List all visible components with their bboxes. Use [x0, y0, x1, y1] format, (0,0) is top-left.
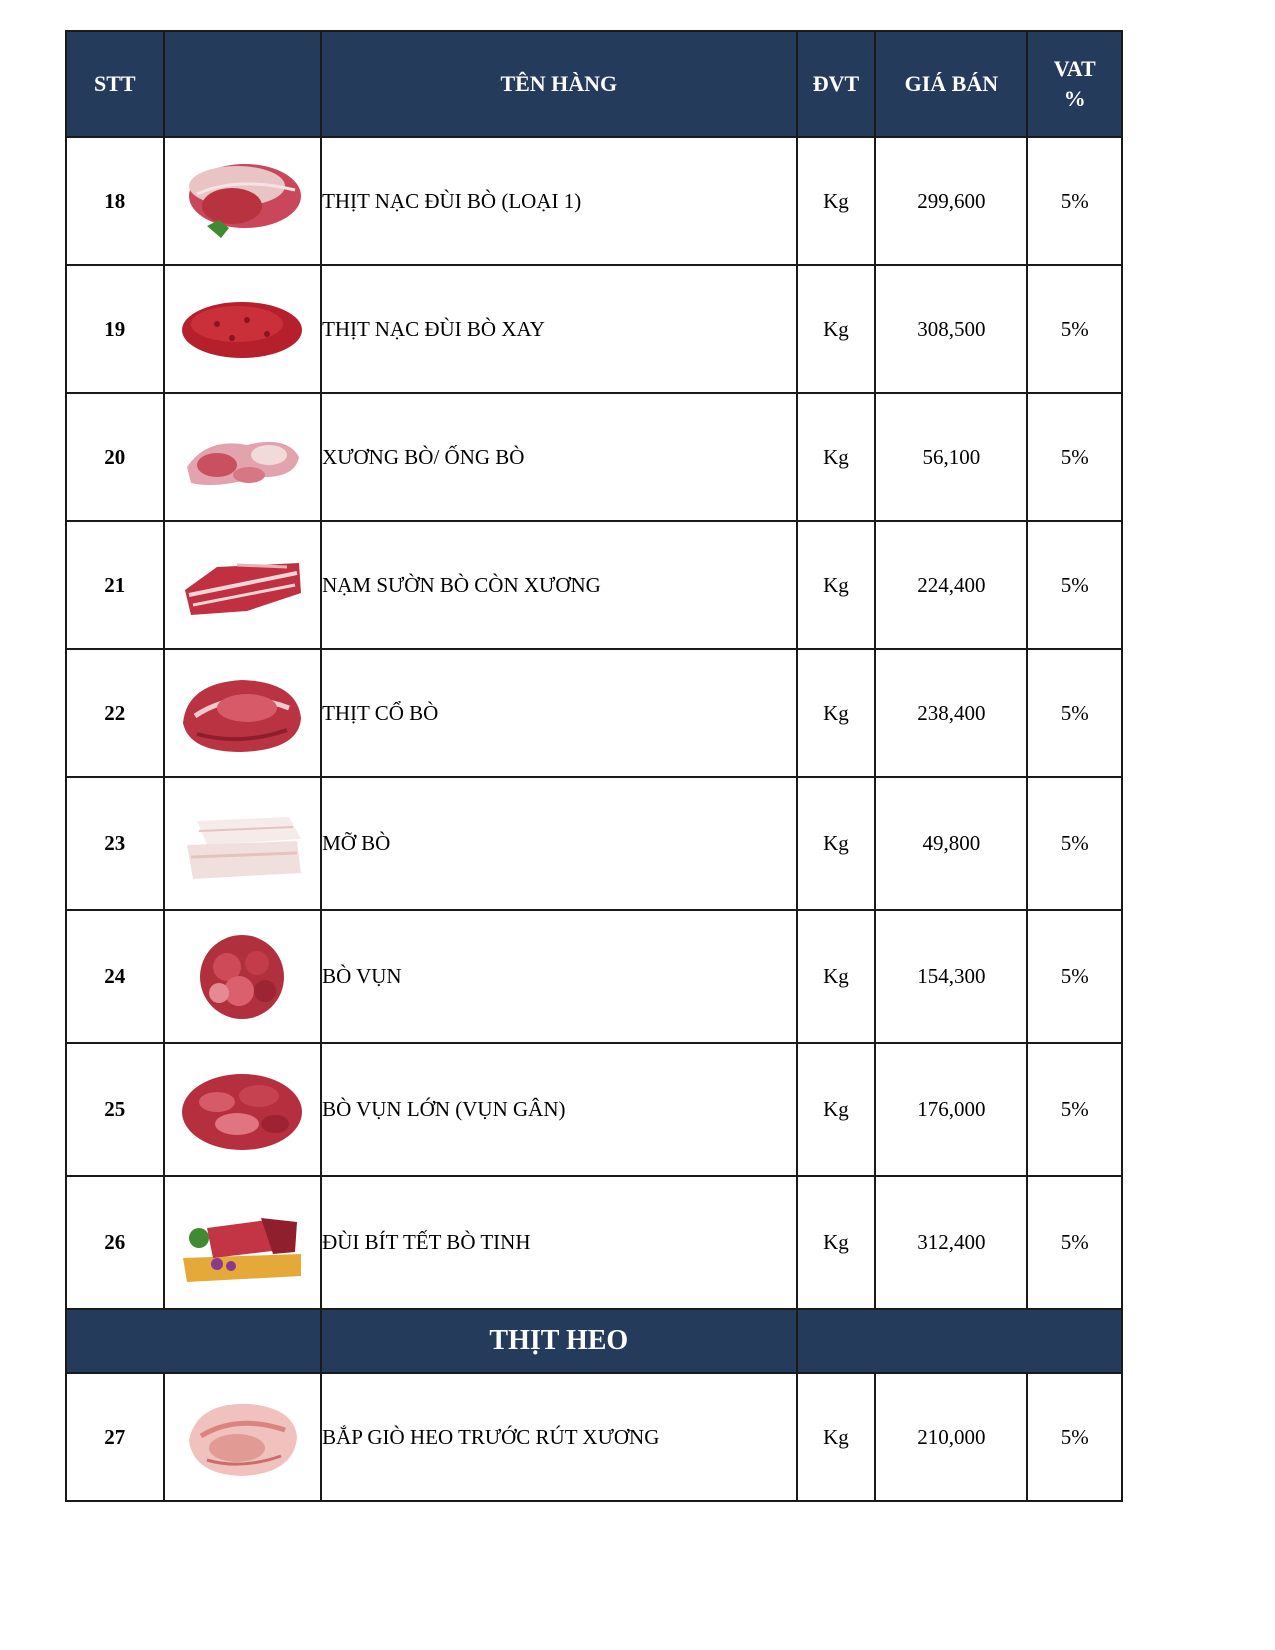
- product-price: 299,600: [875, 137, 1027, 265]
- product-price: 176,000: [875, 1043, 1027, 1176]
- category-row: [66, 1309, 1122, 1373]
- row-stt: 24: [66, 910, 164, 1043]
- ground-beef-image: [164, 265, 321, 393]
- product-vat: 5%: [1027, 521, 1122, 649]
- table-row: [66, 521, 1122, 649]
- product-price: 312,400: [875, 1176, 1027, 1309]
- category-title: THỊT HEO: [321, 1309, 797, 1373]
- row-stt: 23: [66, 777, 164, 910]
- product-name: BẮP GIÒ HEO TRƯỚC RÚT XƯƠNG: [321, 1373, 797, 1501]
- header-price: GIÁ BÁN: [875, 31, 1027, 137]
- header-image: [164, 31, 321, 137]
- product-vat: 5%: [1027, 265, 1122, 393]
- table-row: [66, 393, 1122, 521]
- beef-large-scraps-image: [164, 1043, 321, 1176]
- product-unit: Kg: [797, 1373, 876, 1501]
- product-unit: Kg: [797, 1176, 876, 1309]
- header-name: TÊN HÀNG: [321, 31, 797, 137]
- table-row: [66, 1373, 1122, 1501]
- beef-rib-image: [164, 521, 321, 649]
- beef-steak-board-image: [164, 1176, 321, 1309]
- beef-scraps-image: [164, 910, 321, 1043]
- row-stt: 26: [66, 1176, 164, 1309]
- product-price: 56,100: [875, 393, 1027, 521]
- product-price: 238,400: [875, 649, 1027, 777]
- header-vat-line1: VAT: [1053, 56, 1096, 81]
- product-name: MỠ BÒ: [321, 777, 797, 910]
- row-stt: 25: [66, 1043, 164, 1176]
- product-unit: Kg: [797, 649, 876, 777]
- product-unit: Kg: [797, 1043, 876, 1176]
- product-vat: 5%: [1027, 1373, 1122, 1501]
- product-price: 210,000: [875, 1373, 1027, 1501]
- header-vat-line2: %: [1063, 86, 1086, 111]
- product-unit: Kg: [797, 521, 876, 649]
- beef-neck-image: [164, 649, 321, 777]
- header-stt: STT: [66, 31, 164, 137]
- table-row: [66, 649, 1122, 777]
- product-price: 308,500: [875, 265, 1027, 393]
- product-name: XƯƠNG BÒ/ ỐNG BÒ: [321, 393, 797, 521]
- product-name: THỊT NẠC ĐÙI BÒ (LOẠI 1): [321, 137, 797, 265]
- table-row: [66, 777, 1122, 910]
- header-unit: ĐVT: [797, 31, 876, 137]
- product-name: THỊT NẠC ĐÙI BÒ XAY: [321, 265, 797, 393]
- row-stt: 19: [66, 265, 164, 393]
- product-vat: 5%: [1027, 137, 1122, 265]
- row-stt: 27: [66, 1373, 164, 1501]
- product-vat: 5%: [1027, 1176, 1122, 1309]
- product-vat: 5%: [1027, 1043, 1122, 1176]
- product-price: 224,400: [875, 521, 1027, 649]
- table-row: [66, 1176, 1122, 1309]
- product-unit: Kg: [797, 265, 876, 393]
- table-header-row: [66, 31, 1122, 137]
- row-stt: 22: [66, 649, 164, 777]
- product-vat: 5%: [1027, 393, 1122, 521]
- product-name: ĐÙI BÍT TẾT BÒ TINH: [321, 1176, 797, 1309]
- product-name: NẠM SƯỜN BÒ CÒN XƯƠNG: [321, 521, 797, 649]
- product-name: THỊT CỔ BÒ: [321, 649, 797, 777]
- product-name: BÒ VỤN LỚN (VỤN GÂN): [321, 1043, 797, 1176]
- product-unit: Kg: [797, 393, 876, 521]
- product-name: BÒ VỤN: [321, 910, 797, 1043]
- price-table: [65, 30, 1123, 1502]
- header-vat: [1027, 31, 1122, 137]
- table-row: [66, 265, 1122, 393]
- product-price: 49,800: [875, 777, 1027, 910]
- row-stt: 18: [66, 137, 164, 265]
- beef-roast-image: [164, 137, 321, 265]
- product-vat: 5%: [1027, 910, 1122, 1043]
- table-row: [66, 137, 1122, 265]
- pork-shank-image: [164, 1373, 321, 1501]
- row-stt: 20: [66, 393, 164, 521]
- product-vat: 5%: [1027, 649, 1122, 777]
- beef-fat-image: [164, 777, 321, 910]
- product-unit: Kg: [797, 777, 876, 910]
- row-stt: 21: [66, 521, 164, 649]
- table-row: [66, 910, 1122, 1043]
- product-price: 154,300: [875, 910, 1027, 1043]
- table-row: [66, 1043, 1122, 1176]
- beef-bone-image: [164, 393, 321, 521]
- product-unit: Kg: [797, 910, 876, 1043]
- product-unit: Kg: [797, 137, 876, 265]
- product-vat: 5%: [1027, 777, 1122, 910]
- category-spacer-right: [797, 1309, 1122, 1373]
- category-spacer: [66, 1309, 321, 1373]
